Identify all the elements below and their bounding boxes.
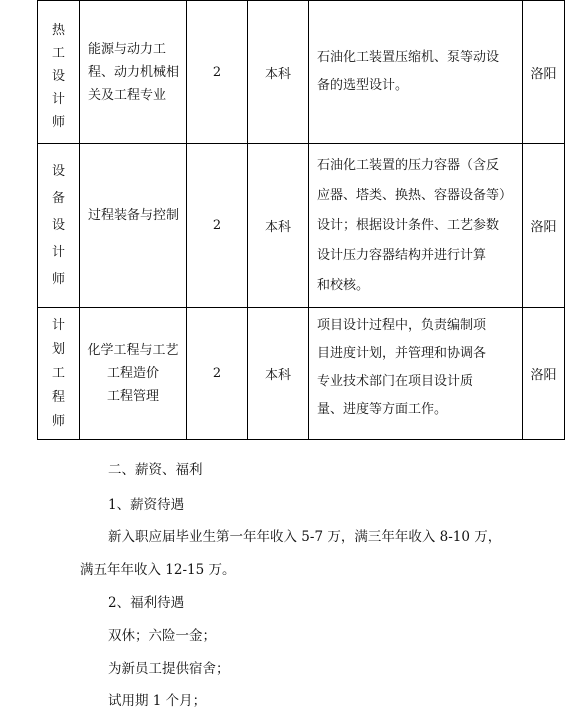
major-cell [80,1,187,144]
job-title-char: 计 [51,245,65,260]
major-line: 工程管理 [106,389,159,404]
duty-cell [309,1,523,144]
salary-text-cont: 满五年年收入 12-15 万。 [80,562,236,578]
job-title-char: 工 [51,46,65,61]
job-table [37,0,565,440]
section-heading: 二、薪资、福利 [108,462,203,478]
subheading-benefits: 2、福利待遇 [108,595,185,611]
table-row [38,308,565,440]
education-cell: 本科 [248,308,309,440]
major-line: 程、动力机械相 [88,64,180,80]
job-title-char: 设 [51,218,65,233]
job-title-char: 设 [51,164,65,179]
location-cell: 洛阳 [523,1,565,144]
headcount-cell: 2 [187,144,248,308]
subheading-salary: 1、薪资待遇 [108,497,185,513]
benefit-item: 试用期 1 个月； [108,693,207,709]
job-title-char: 热 [51,23,65,38]
benefit-item: 双休；六险一金； [108,628,216,644]
job-title-cell [38,144,80,308]
location-cell: 洛阳 [523,308,565,440]
education-cell: 本科 [248,1,309,144]
job-title-char: 师 [51,115,65,130]
duty-line: 石油化工装置的压力容器（含反 [317,157,500,173]
job-title-char: 划 [51,341,65,357]
duty-line: 备的选型设计。 [317,78,409,93]
job-title-char: 师 [51,413,65,429]
job-title-char: 计 [51,92,65,107]
major-line: 能源与动力工 [88,41,167,57]
location-cell: 洛阳 [523,144,565,308]
duty-line: 和校核。 [317,277,370,293]
education-cell: 本科 [248,144,309,308]
major-line: 工程造价 [106,366,159,381]
major-cell [80,144,187,308]
major-line: 过程装备与控制 [88,208,180,223]
job-title-char: 程 [51,389,65,405]
duty-line: 设计；根据设计条件、工艺参数 [317,217,500,233]
duty-line: 应器、塔类、换热、容器设备等） [317,187,513,203]
headcount-cell: 2 [187,1,248,144]
table-row [38,144,565,308]
headcount-cell: 2 [187,308,248,440]
job-title-cell [38,1,80,144]
major-line: 化学工程与工艺 [87,343,179,358]
duty-cell [309,308,523,440]
salary-text: 新入职应届毕业生第一年年收入 5-7 万，满三年年收入 8-10 万， [108,529,502,545]
duty-cell [309,144,523,308]
job-title-char: 备 [51,191,65,206]
major-line: 关及工程专业 [88,87,167,103]
duty-line: 设计压力容器结构并进行计算 [317,247,487,263]
duty-line: 项目设计过程中，负责编制项 [317,318,487,333]
job-title-cell [38,308,80,440]
job-title-char: 计 [51,317,65,333]
table-row [38,1,565,144]
duty-line: 专业技术部门在项目设计质 [317,374,474,389]
duty-line: 量、进度等方面工作。 [317,402,448,417]
job-title-char: 师 [51,272,65,287]
duty-line: 石油化工装置压缩机、泵等动设 [317,50,500,65]
major-cell [80,308,187,440]
job-title-char: 设 [51,69,65,84]
benefit-item: 为新员工提供宿舍； [108,661,230,677]
duty-line: 目进度计划，并管理和协调各 [317,346,487,361]
job-title-char: 工 [51,365,65,381]
